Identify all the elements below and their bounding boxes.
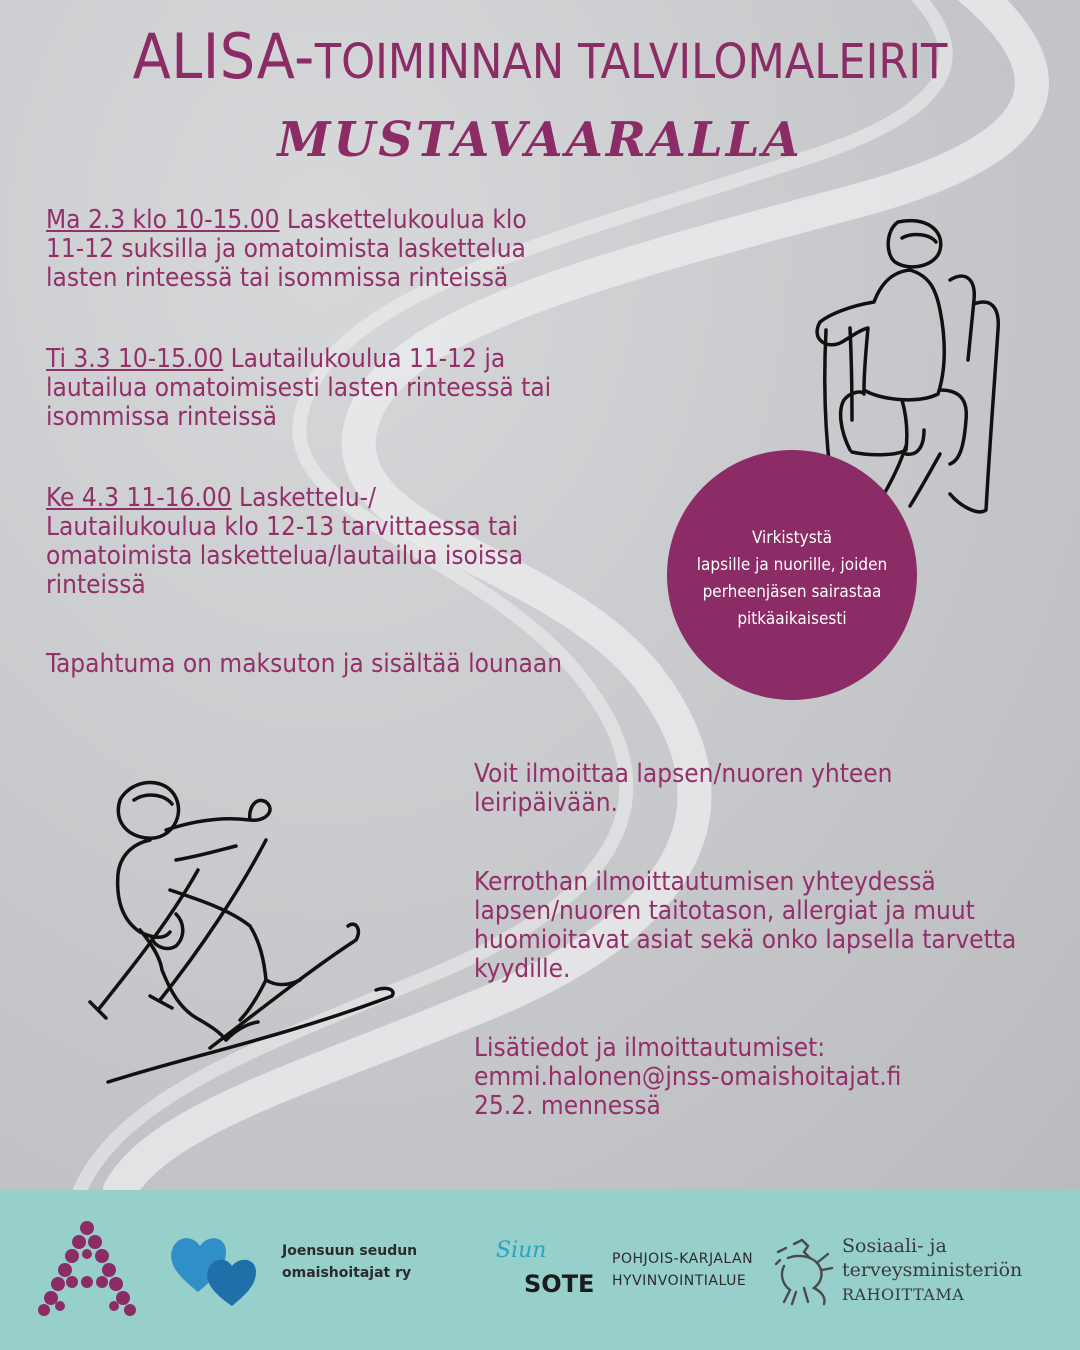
info-circle-badge	[667, 450, 917, 700]
day-date: Ma 2.3 klo 10-15.00	[46, 205, 280, 235]
pk-line: POHJOIS-KARJALAN	[612, 1251, 754, 1267]
stm-text	[842, 1234, 1022, 1307]
contact-email-link[interactable]: emmi.halonen@jnss-omaishoitajat.fi	[474, 1062, 902, 1092]
day-line: lasten rinteessä tai isommissa rinteissä	[46, 263, 509, 293]
location-heading: MUSTAVAARALLA	[277, 112, 803, 168]
signup-details	[474, 868, 1064, 984]
stm-line: terveysministeriön	[842, 1259, 1023, 1281]
pk-hyvinvointialue-text	[612, 1248, 753, 1292]
day-line: 11-12 suksilla ja omatoimista laskettelua	[46, 234, 526, 264]
contact-info	[474, 1034, 1064, 1121]
signup-line: leiripäivään.	[474, 788, 618, 818]
day-block-tuesday	[46, 345, 606, 432]
circle-line: pitkäaikaisesti	[737, 609, 847, 629]
circle-line: perheenjäsen sairastaa	[702, 582, 882, 602]
day-block-wednesday	[46, 484, 606, 600]
day-line: Lautailukoulua 11-12 ja	[223, 344, 506, 374]
day-block-monday	[46, 206, 606, 293]
day-line: isommissa rinteissä	[46, 402, 277, 432]
circle-line: lapsille ja nuorille, joiden	[696, 555, 888, 575]
signup-info	[474, 760, 1064, 818]
signup-line: huomioitavat asiat sekä onko lapsella tarvetta	[474, 925, 1017, 955]
title-prefix: ALISA-	[132, 20, 315, 93]
lion-emblem-icon	[774, 1236, 834, 1308]
signup-line: Kerrothan ilmoittautumisen yhteydessä	[474, 867, 936, 897]
signup-line: Voit ilmoittaa lapsen/nuoren yhteen	[474, 759, 893, 789]
circle-line: Virkistystä	[751, 528, 833, 548]
contact-line: Lisätiedot ja ilmoittautumiset:	[474, 1033, 826, 1063]
page-title	[0, 20, 1080, 93]
downhill-skier-illustration	[80, 770, 400, 1100]
day-date: Ke 4.3 11-16.00	[46, 483, 232, 513]
day-line: Laskettelukoulua klo	[279, 205, 527, 235]
signup-line: kyydille.	[474, 954, 571, 984]
stm-line: RAHOITTAMA	[842, 1285, 965, 1304]
siun-sote-text: SOTE	[524, 1270, 595, 1298]
title-rest: TOIMINNAN TALVILOMALEIRIT	[314, 34, 948, 90]
day-line: lautailua omatoimisesti lasten rinteessä tai	[46, 373, 552, 403]
jnss-logo-text	[282, 1240, 417, 1284]
stm-line: Sosiaali- ja	[842, 1235, 947, 1257]
day-line: Lautailukoulua klo 12-13 tarvittaessa tai	[46, 512, 519, 542]
pk-line: HYVINVOINTIALUE	[612, 1273, 747, 1289]
day-line: rinteissä	[46, 570, 146, 600]
jnss-line: Joensuun seudun	[282, 1243, 418, 1259]
footer-logo-bar	[0, 1190, 1080, 1350]
alisa-logo-icon	[32, 1220, 142, 1316]
siun-script-text: Siun	[496, 1238, 547, 1263]
free-note: Tapahtuma on maksuton ja sisältää lounaan	[46, 649, 563, 679]
day-line: omatoimista laskettelua/lautailua isoissa	[46, 541, 524, 571]
contact-deadline: 25.2. mennessä	[474, 1091, 661, 1121]
day-line: Laskettelu-/	[231, 483, 376, 513]
signup-line: lapsen/nuoren taitotason, allergiat ja muut	[474, 896, 975, 926]
day-date: Ti 3.3 10-15.00	[46, 344, 224, 374]
hearts-logo-icon	[168, 1230, 268, 1310]
jnss-line: omaishoitajat ry	[282, 1265, 412, 1281]
